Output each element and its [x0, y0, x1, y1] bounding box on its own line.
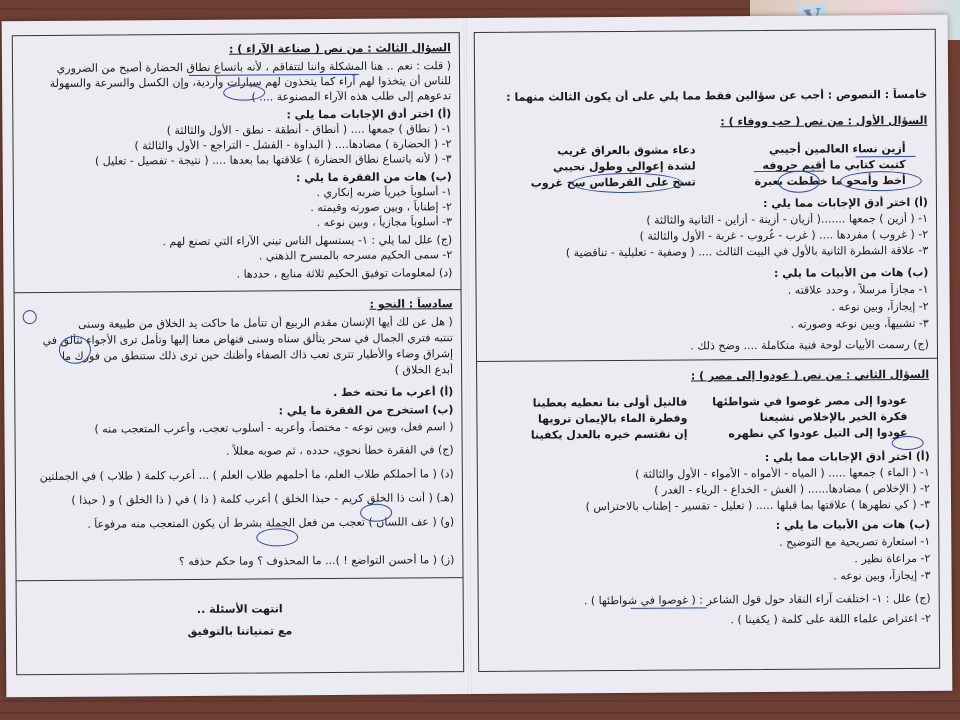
poem2-left-verse: فالنيل أولى بنا نعطيه يعطينا	[532, 395, 688, 410]
irab-heading: (أ) أعرب ما تحته خط .	[333, 385, 454, 400]
extract-heading: (ب) استخرج من الفقرة ما يلي :	[278, 403, 454, 418]
poem2-left-verse: إن نقتسم خيره بالعدل يكفينا	[530, 427, 688, 442]
q1-part-a-item: ١- ( أزين ) جمعها .......( أزيان - أزينة - أزاين - الثانية والثالثة )	[646, 211, 929, 227]
ink-underline-mark	[754, 171, 824, 172]
nahw-passage-line: أبدع الخلاق )	[394, 363, 454, 377]
passage-line: ( قلت : نعم .. هنا المشكلة واننا لتتفاقم ، لأنه باتساع نطاق الحضارة أصبح من الضروري	[56, 59, 452, 75]
section5-heading: خامساً : النصوص : أجب عن سؤالين فقط مما يلي على أن يكون الثالث منهما :	[506, 87, 928, 104]
passage-line: للناس أن يتخذوا لهم آراء كما يتخذون لهم سيارات وأردية، وإن الكسل والسرعة والسهولة	[49, 74, 452, 90]
q1-part-a-heading: (أ) اختر أدق الإجابات مما يلي :	[763, 195, 928, 210]
item-z: (ز) ( ما أحسن التواضع ! )... ما المحذوف ؟ وما حكم حذفه ؟	[178, 553, 455, 569]
item-w: (و) ( عف اللسان ) تعجب من فعل الجملة بشرط أن يكون المتعجب منه مرفوعاً .	[87, 515, 455, 531]
section-divider	[477, 358, 937, 362]
q2-part-a-item: ١- ( الماء ) جمعها ..... ( المياه - الأمواه - الأمواء - الأول والثالثة )	[635, 465, 930, 481]
ink-underline-mark	[856, 156, 916, 157]
part-d: (د) لمعلومات توفيق الحكيم ثلاثة منابع ، حددها .	[236, 266, 453, 281]
q2-part-b-heading: (ب) هات من الأبيات ما يلي :	[775, 517, 931, 532]
q2-part-b-item: ١- استعارة تصريحية مع التوضيح .	[779, 534, 931, 549]
q1-heading: السؤال الأول : من نص ( حب ووفاء ) :	[720, 113, 928, 129]
q1-part-b-item: ٢- إيجازاً، وبين نوعه .	[831, 299, 929, 314]
ink-underline-mark	[631, 607, 707, 609]
part-b-item: ١- أسلوباً خبرياً ضربه إنكاري .	[316, 185, 452, 200]
part-c-item: (ج) علل لما يلي : ١- يستسهل الناس تبني الآراء التي تصنع لهم .	[162, 233, 453, 249]
item-d: (د) ( ما أحملكم طلاب العلم، ما أحلمهم طلاب العلم ) ... أعرب كلمة ( طلاب ) في الجملتين	[39, 467, 454, 484]
poem1-right-verse: كتبت كتابي ما أقيم حروفه	[762, 158, 906, 173]
extract-item: ( اسم فعل، وبين نوعه - مختصاً، وأعربه - أسلوب تعجب، وأعرب المتعجب منه )	[94, 420, 454, 436]
q1-part-b-heading: (ب) هات من الأبيات ما يلي :	[773, 265, 929, 280]
nahw-passage-line: ( هل عن لك أيها الإنسان مقدم الربيع أن تتأمل ما حاكت يد الخلاق من طبيعة وسنى	[78, 315, 453, 331]
poem1-right-verse: أخط وأمحو ما خططت بعبرة	[754, 174, 906, 189]
nahw-passage-line: تنتبه فتري الجمال في سحر يتألق سناه وسنى فنهاض معنا إليها وتأمل ترى الأجواء تتألق في	[42, 331, 453, 348]
q1-part-c: (ج) رسمت الأبيات لوحة فنية متكاملة .... وضح ذلك .	[690, 337, 929, 353]
item-h: (هـ) ( أنت ذا الخلق كريم - حبذا الخلق ) أعرب كلمة ( ذا ) في ( ذا الخلق ) و ( حبذا )	[71, 491, 455, 507]
q2-part-a-item: ٣- ( كي نطهرها ) علاقتها بما قبلها ..... ( تعليل - تفسير - إطناب بالاحتراس )	[585, 497, 931, 514]
poem2-right-verse: عودوا إلى النيل عودوا كي نطهره	[728, 425, 908, 441]
poem1-right-verse: أزين نساء العالمين أجيبي	[768, 142, 906, 156]
part-b-item: ٣- أسلوباً مجازياً ، وبين نوعه .	[316, 215, 453, 230]
part-c-item: ٢- سمى الحكيم مسرحه بالمسرح الذهني .	[258, 248, 453, 263]
q2-part-b-item: ٢- مراعاة نظير .	[854, 551, 931, 566]
section-divider	[17, 577, 463, 581]
q2-part-c-item: (ج) علل : ١- اختلفت آراء النقاد حول قول الشاعر : ( غوصوا في شواطئها ) .	[583, 591, 931, 608]
nahw-passage-line: إشراق وضاء والأطيار تترى تعب ذاك الصفاء وأظنك حين ترى ذلك ستنطق من فورك ما	[61, 347, 454, 363]
left-page	[12, 32, 464, 675]
q3-heading: السؤال الثالث : من نص ( صناعة الآراء ) :	[228, 41, 451, 56]
poem1-left-verse: لشدة إعوالي وطول نحيبي	[552, 159, 696, 174]
q2-part-b-item: ٣- إيجازاً، وبين نوعه .	[833, 568, 931, 583]
q1-part-b-item: ١- مجازاً مرسلاً ، وحدد علاقته .	[787, 282, 929, 297]
item-j: (ج) في الفقرة خطأ نحوي، حدده ، ثم صوبه معللاً .	[225, 443, 454, 458]
part-a-item: ١- ( نطاق ) جمعها .... ( أنطاق - أنطقة - نطق - الأول والثالثة )	[166, 122, 452, 138]
poem2-left-verse: وفطرة الماء بالإيمان ترويها	[537, 411, 688, 426]
part-a-heading: (أ) اختر أدق الإجابات مما يلي :	[286, 107, 452, 122]
ink-dot-mark	[23, 310, 37, 324]
passage-line: تدعوهم إلى طلب هذه الآراء المصنوعة .... )	[251, 89, 452, 104]
q2-part-a-heading: (أ) اختر أدق الإجابات مما يلي :	[764, 449, 930, 464]
q6-heading: سادساً : النحو :	[369, 297, 453, 311]
good-luck-wishes: مع تمنياتنا بالتوفيق	[187, 624, 293, 639]
part-b-item: ٢- إطناباً ، وبين صورته وقيمته .	[310, 200, 453, 215]
right-page	[474, 29, 940, 672]
q1-part-a-item: ٢- ( غروب ) مفردها .... ( غرب - غُروب - غربة - الأول والثالثة )	[639, 227, 929, 243]
part-a-item: ٣- ( لأنه باتساع نطاق الحضارة ) علاقتها بما بعدها .... ( نتيجة - تفصيل - تعليل )	[94, 152, 452, 168]
ink-circle-mark	[256, 528, 298, 546]
section-divider	[15, 289, 461, 293]
poem2-right-verse: فكرة الخير بالإخلاص نشيعنا	[759, 409, 908, 425]
paper-fold	[464, 18, 472, 694]
q1-part-a-item: ٣- علاقة الشطرة الثانية بالأول في البيت الثالث .... ( وصفية - تعليلية - تناقضية )	[565, 243, 929, 260]
q1-part-b-item: ٣- تشبيهاً، وبين نوعه وصورته .	[790, 316, 929, 331]
part-b-heading: (ب) هات من الفقرة ما يلي :	[295, 170, 452, 185]
q2-heading: السؤال الثاني : من نص ( عودوا إلى مصر ) :	[690, 367, 930, 383]
poem1-left-verse: تسح على القرطاس سح غروب	[530, 175, 696, 190]
poem2-right-verse: عودوا إلى مصر غوصوا في شواطئها	[712, 393, 908, 409]
end-of-questions: انتهت الأسئلة ..	[196, 602, 283, 616]
q2-part-c-item: ٢- اعتراض علماء اللغة على كلمة ( يكفينا ) .	[730, 611, 931, 627]
q2-part-a-item: ٢- ( الإخلاص ) مضادها...... ( الغش - الخداع - الرياء - الغدر )	[654, 481, 930, 497]
poem1-left-verse: دعاء مشوق بالعراق غريب	[557, 143, 696, 158]
exam-sheet	[2, 15, 953, 698]
part-a-item: ٢- ( الحضارة ) مضادها.... ( البداوة - الفشل - التراجع - الأول والثالثة )	[134, 137, 452, 153]
